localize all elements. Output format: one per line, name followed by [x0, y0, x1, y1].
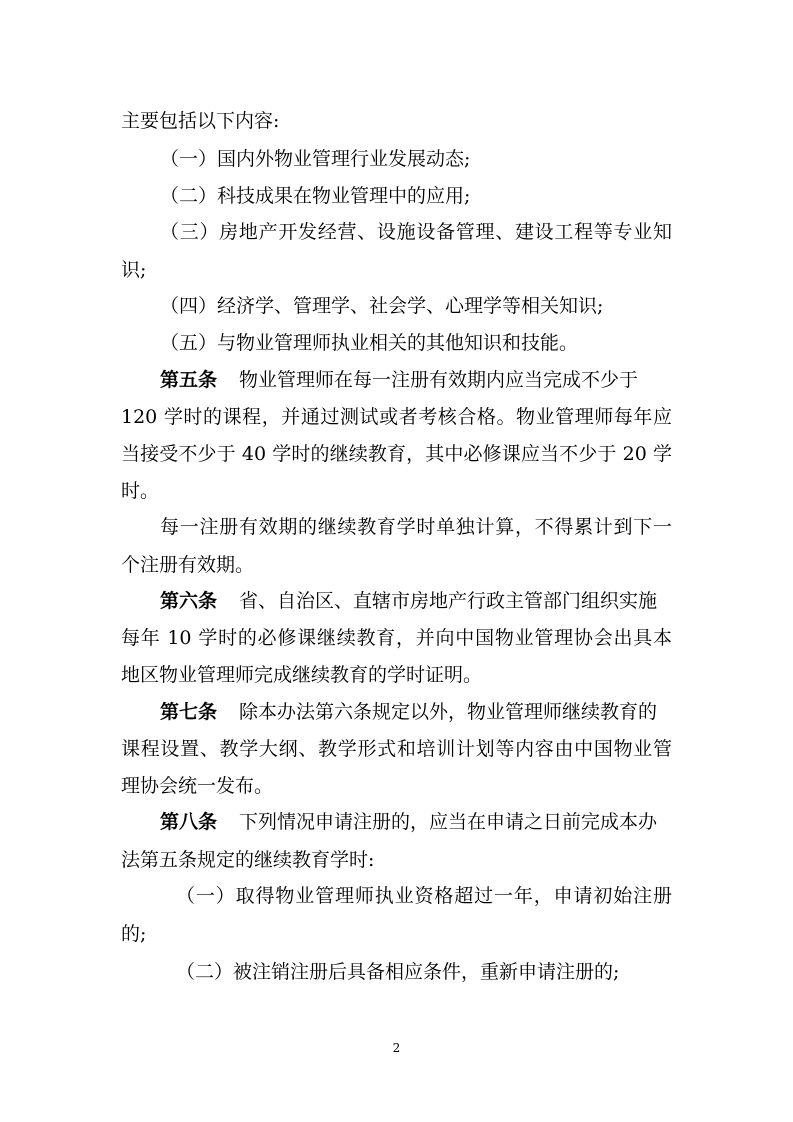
article-line — [160, 587, 657, 615]
text-line: 当接受不少于 40 学时的继续教育，其中必修课应当不少于 20 学 — [121, 443, 672, 465]
text-line: 法第五条规定的继续教育学时: — [121, 849, 375, 871]
article-heading: 第七条 — [160, 701, 218, 723]
text-line: 120 学时的课程，并通过测试或者考核合格。物业管理师每年应 — [121, 406, 672, 428]
text-line: 个注册有效期。 — [121, 554, 255, 576]
list-item: （二）科技成果在物业管理中的应用; — [160, 185, 471, 207]
text-segment: 下列情况申请注册的，应当在申请之日前完成本办 — [239, 811, 658, 833]
text-line: 主要包括以下内容: — [121, 110, 280, 132]
list-item: （二）被注销注册后具备相应条件，重新申请注册的; — [176, 961, 620, 983]
text-segment: 物业管理师在每一注册有效期内应当完成不少于 — [239, 369, 639, 391]
article-line — [160, 698, 657, 726]
article-line — [160, 808, 657, 836]
list-item: （三）房地产开发经营、设施设备管理、建设工程等专业知 — [160, 221, 672, 243]
text-segment: 除本办法第六条规定以外，物业管理师继续教育的 — [239, 701, 658, 723]
article-line — [160, 366, 638, 394]
text-line: 地区物业管理师完成继续教育的学时证明。 — [121, 664, 483, 686]
text-line: 课程设置、教学大纲、教学形式和培训计划等内容由中国物业管 — [121, 738, 672, 760]
list-item: （四）经济学、管理学、社会学、心理学等相关知识; — [160, 295, 604, 317]
list-item: （一）取得物业管理师执业资格超过一年，申请初始注册 — [176, 885, 672, 907]
text-line: 每年 10 学时的必修课继续教育，并向中国物业管理协会出具本 — [121, 627, 672, 649]
text-line: 每一注册有效期的继续教育学时单独计算，不得累计到下一 — [160, 516, 672, 538]
page-number: 2 — [392, 1041, 401, 1055]
list-item: （五）与物业管理师执业相关的其他知识和技能。 — [160, 332, 579, 354]
text-line: 识; — [121, 259, 147, 281]
text-segment: 省、自治区、直辖市房地产行政主管部门组织实施 — [239, 590, 658, 612]
article-heading: 第五条 — [160, 369, 218, 391]
article-heading: 第六条 — [160, 590, 218, 612]
text-line: 理协会统一发布。 — [121, 775, 274, 797]
text-line: 时。 — [121, 480, 160, 502]
article-heading: 第八条 — [160, 811, 218, 833]
list-item: （一）国内外物业管理行业发展动态; — [160, 148, 471, 170]
text-line: 的; — [121, 923, 147, 945]
